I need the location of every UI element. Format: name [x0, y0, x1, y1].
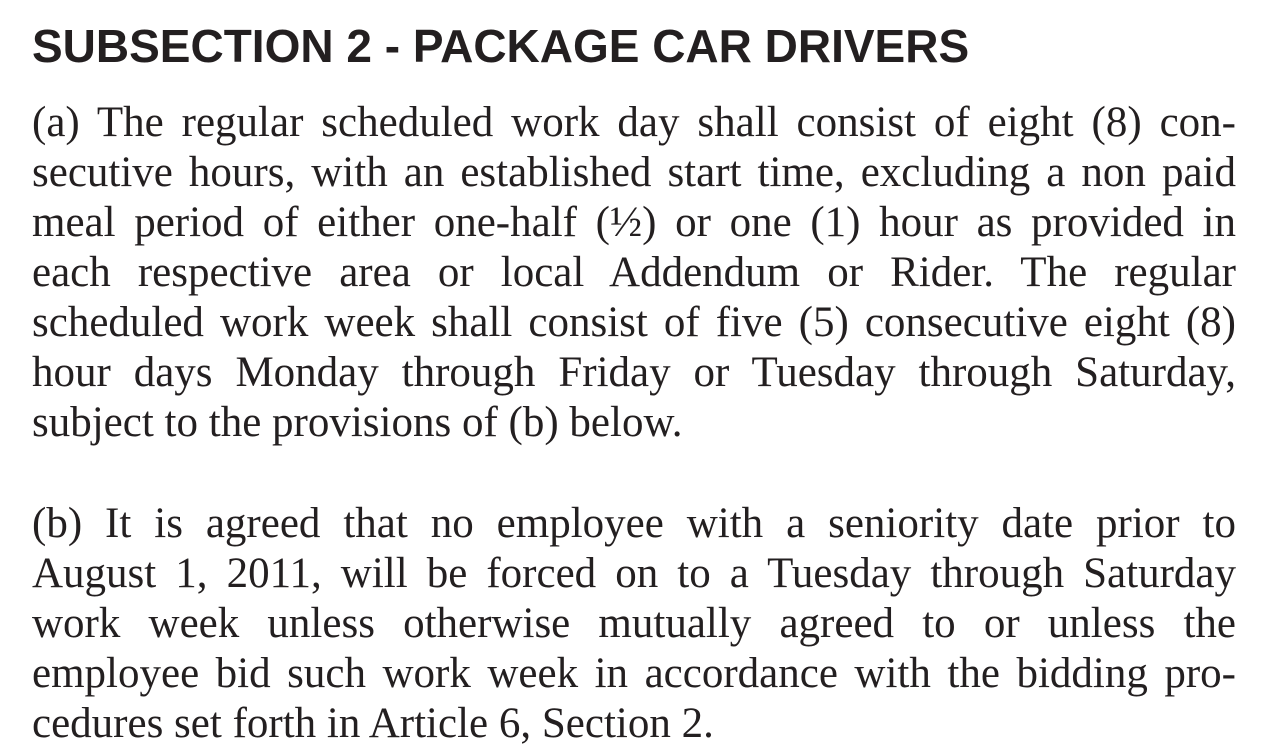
paragraph-line: secutive hours, with an established start time, excluding a non paid: [32, 149, 1236, 196]
subsection-heading: SUBSECTION 2 - PACKAGE CAR DRIVERS: [32, 20, 970, 72]
paragraph-b: [32, 499, 1236, 749]
paragraph-line: hour days Monday through Friday or Tuesday through Saturday,: [32, 349, 1236, 396]
paragraph-line: meal period of either one-half (½) or one (1) hour as provided in: [32, 199, 1236, 246]
paragraph-line: (a) The regular scheduled work day shall consist of eight (8) con-: [32, 99, 1236, 146]
paragraph-line: cedures set forth in Article 6, Section 2.: [32, 700, 714, 747]
paragraph-a: [32, 98, 1236, 448]
paragraph-line: August 1, 2011, will be forced on to a Tuesday through Saturday: [32, 550, 1236, 597]
paragraph-line: subject to the provisions of (b) below.: [32, 399, 683, 446]
paragraph-line: work week unless otherwise mutually agreed to or unless the: [32, 600, 1236, 647]
paragraph-line: each respective area or local Addendum or Rider. The regular: [32, 249, 1236, 296]
paragraph-line: (b) It is agreed that no employee with a seniority date prior to: [32, 500, 1236, 547]
paragraph-line: employee bid such work week in accordance with the bidding pro-: [32, 650, 1236, 697]
paragraph-line: scheduled work week shall consist of five (5) consecutive eight (8): [32, 299, 1236, 346]
